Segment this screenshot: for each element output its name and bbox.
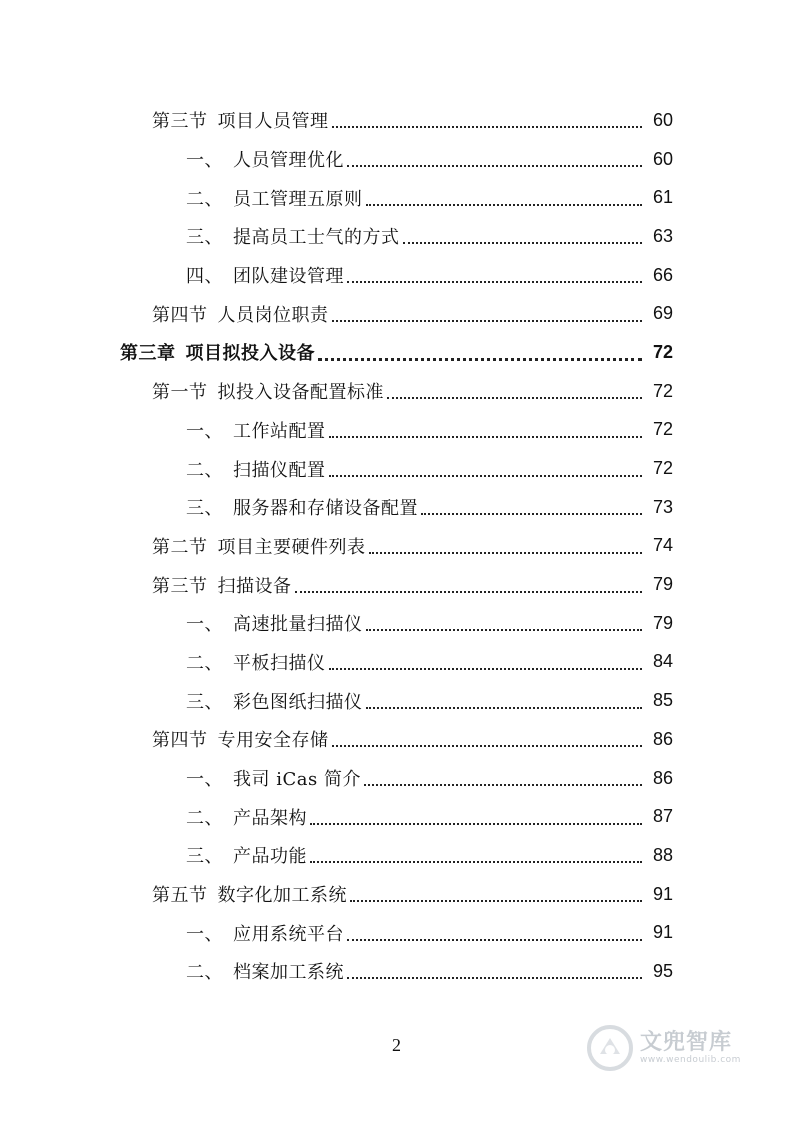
toc-dot-leader [347,921,642,941]
toc-entry-number: 二、 [186,459,223,481]
toc-entry[interactable] [0,140,793,179]
toc-entry-title: 人员岗位职责 [217,304,329,326]
toc-entry[interactable] [0,294,793,333]
toc-entry-page: 87 [652,806,673,827]
toc-entry[interactable] [0,643,793,682]
toc-dot-leader [403,224,643,244]
toc-entry-title: 人员管理优化 [233,150,344,172]
toc-entry[interactable] [0,488,793,527]
toc-entry-page: 60 [652,109,673,130]
toc-entry-label [152,572,292,598]
toc-entry-label [186,649,326,675]
toc-entry-number: 二、 [186,188,223,210]
toc-entry-number: 一、 [186,769,223,791]
toc-entry-number: 三、 [186,227,223,249]
toc-entry-label [186,688,363,714]
watermark-name: 文兜智库 [640,1030,733,1055]
toc-entry-label [186,765,361,791]
toc-entry-label [152,378,384,404]
toc-dot-leader [421,495,642,515]
toc-entry-page: 85 [652,690,673,711]
toc-dot-leader [347,959,642,979]
toc-entry-number: 三、 [186,691,223,713]
toc-entry[interactable] [0,875,793,914]
toc-entry-number: 第三章 [120,343,176,365]
toc-entry-page: 79 [652,574,673,595]
toc-entry[interactable] [0,449,793,488]
toc-entry-number: 四、 [186,266,223,288]
toc-entry-title: 服务器和存储设备配置 [233,498,418,520]
toc-entry[interactable] [0,333,793,372]
toc-entry-number: 第三节 [152,111,208,133]
toc-entry-label [152,533,366,559]
toc-entry-label [186,146,344,172]
toc-dot-leader [369,534,643,554]
toc-entry[interactable] [0,178,793,217]
toc-entry-title: 项目人员管理 [217,111,329,133]
toc-entry-label [186,417,326,443]
toc-entry[interactable] [0,411,793,450]
toc-entry[interactable] [0,565,793,604]
toc-entry-page: 84 [652,651,673,672]
toc-entry-label [186,456,326,482]
toc-entry[interactable] [0,681,793,720]
toc-entry-title: 扫描设备 [217,575,292,597]
toc-entry-label [186,185,363,211]
toc-entry[interactable] [0,836,793,875]
toc-entry-number: 二、 [186,652,223,674]
toc-dot-leader [329,650,643,670]
toc-entry-title: 员工管理五原则 [233,188,363,210]
toc-entry-title: 我司 iCas 简介 [233,769,361,791]
toc-entry-label [152,881,347,907]
toc-entry-page: 60 [652,148,673,169]
toc-entry-title: 团队建设管理 [233,266,344,288]
toc-entry-number: 一、 [186,614,223,636]
toc-dot-leader [347,263,642,283]
toc-entry-label [152,726,329,752]
toc-dot-leader [332,108,643,128]
toc-entry-page: 86 [652,728,673,749]
toc-entry-label [186,262,344,288]
toc-entry-number: 三、 [186,846,223,868]
toc-entry[interactable] [0,797,793,836]
toc-entry-page: 74 [652,535,673,556]
toc-entry-number: 第四节 [152,304,208,326]
toc-entry-label [120,339,315,365]
toc-entry-label [186,842,307,868]
toc-entry-title: 项目主要硬件列表 [217,536,366,558]
toc-entry-number: 三、 [186,498,223,520]
toc-dot-leader [366,611,643,631]
toc-entry-title: 产品架构 [233,807,307,829]
toc-entry-title: 数字化加工系统 [217,885,347,907]
toc-entry-page: 63 [652,225,673,246]
toc-entry-number: 二、 [186,962,223,984]
toc-entry-number: 一、 [186,150,223,172]
toc-entry-page: 95 [652,960,673,981]
toc-dot-leader [329,457,643,477]
page-number: 2 [392,1035,401,1055]
toc-entry[interactable] [0,952,793,991]
toc-entry-number: 二、 [186,807,223,829]
toc-entry-number: 第三节 [152,575,208,597]
toc-entry[interactable] [0,913,793,952]
toc-entry-page: 88 [652,844,673,865]
toc-entry-page: 66 [652,264,673,285]
toc-entry-label [152,107,329,133]
toc-dot-leader [350,882,642,902]
toc-entry-title: 项目拟投入设备 [185,343,315,365]
toc-entry[interactable] [0,256,793,295]
toc-entry-page: 72 [652,419,673,440]
toc-entry-title: 提高员工士气的方式 [233,227,400,249]
toc-entry-label [186,494,418,520]
toc-entry-label [186,223,400,249]
toc-dot-leader [347,147,642,167]
toc-entry-title: 彩色图纸扫描仪 [233,691,363,713]
toc-entry[interactable] [0,217,793,256]
toc-entry-title: 拟投入设备配置标准 [217,382,384,404]
toc-entry-title: 产品功能 [233,846,307,868]
toc-dot-leader [295,573,643,593]
toc-entry-label [186,610,363,636]
toc-entry-page: 69 [652,303,673,324]
toc-entry-title: 平板扫描仪 [233,652,326,674]
toc-entry-title: 高速批量扫描仪 [233,614,363,636]
toc-entry-title: 档案加工系统 [233,962,344,984]
toc-entry-number: 第二节 [152,536,208,558]
toc-entry-page: 91 [652,883,673,904]
toc-entry-number: 一、 [186,923,223,945]
toc-entry-number: 一、 [186,420,223,442]
table-of-contents [0,101,793,991]
toc-dot-leader [310,805,642,825]
watermark-url: www.wendoulib.com [640,1055,741,1065]
toc-entry-title: 扫描仪配置 [233,459,326,481]
toc-entry-title: 应用系统平台 [233,923,344,945]
toc-entry-page: 73 [652,496,673,517]
toc-entry-number: 第一节 [152,382,208,404]
toc-dot-leader [364,766,642,786]
toc-entry-label [152,301,329,327]
toc-entry[interactable] [0,101,793,140]
toc-entry-page: 86 [652,767,673,788]
watermark-logo-icon [586,1024,634,1072]
toc-dot-leader [366,186,643,206]
toc-entry-page: 72 [652,458,673,479]
toc-entry[interactable] [0,527,793,566]
toc-entry[interactable] [0,720,793,759]
toc-entry-page: 91 [652,922,673,943]
toc-entry[interactable] [0,604,793,643]
toc-dot-leader [310,843,642,863]
toc-entry-number: 第五节 [152,885,208,907]
toc-entry-page: 72 [652,341,673,362]
toc-dot-leader [332,302,643,322]
toc-entry-label [186,804,307,830]
toc-dot-leader [332,727,643,747]
toc-entry-page: 79 [652,612,673,633]
toc-entry-label [186,920,344,946]
toc-entry-page: 72 [652,380,673,401]
toc-entry[interactable] [0,759,793,798]
toc-dot-leader [366,689,643,709]
toc-entry[interactable] [0,372,793,411]
toc-entry-title: 工作站配置 [233,420,326,442]
toc-entry-title: 专用安全存储 [217,730,329,752]
toc-entry-label [186,958,344,984]
toc-entry-number: 第四节 [152,730,208,752]
toc-dot-leader [387,379,642,399]
toc-dot-leader [329,418,643,438]
watermark [586,1020,776,1076]
toc-entry-page: 61 [652,187,673,208]
toc-dot-leader [318,340,642,361]
